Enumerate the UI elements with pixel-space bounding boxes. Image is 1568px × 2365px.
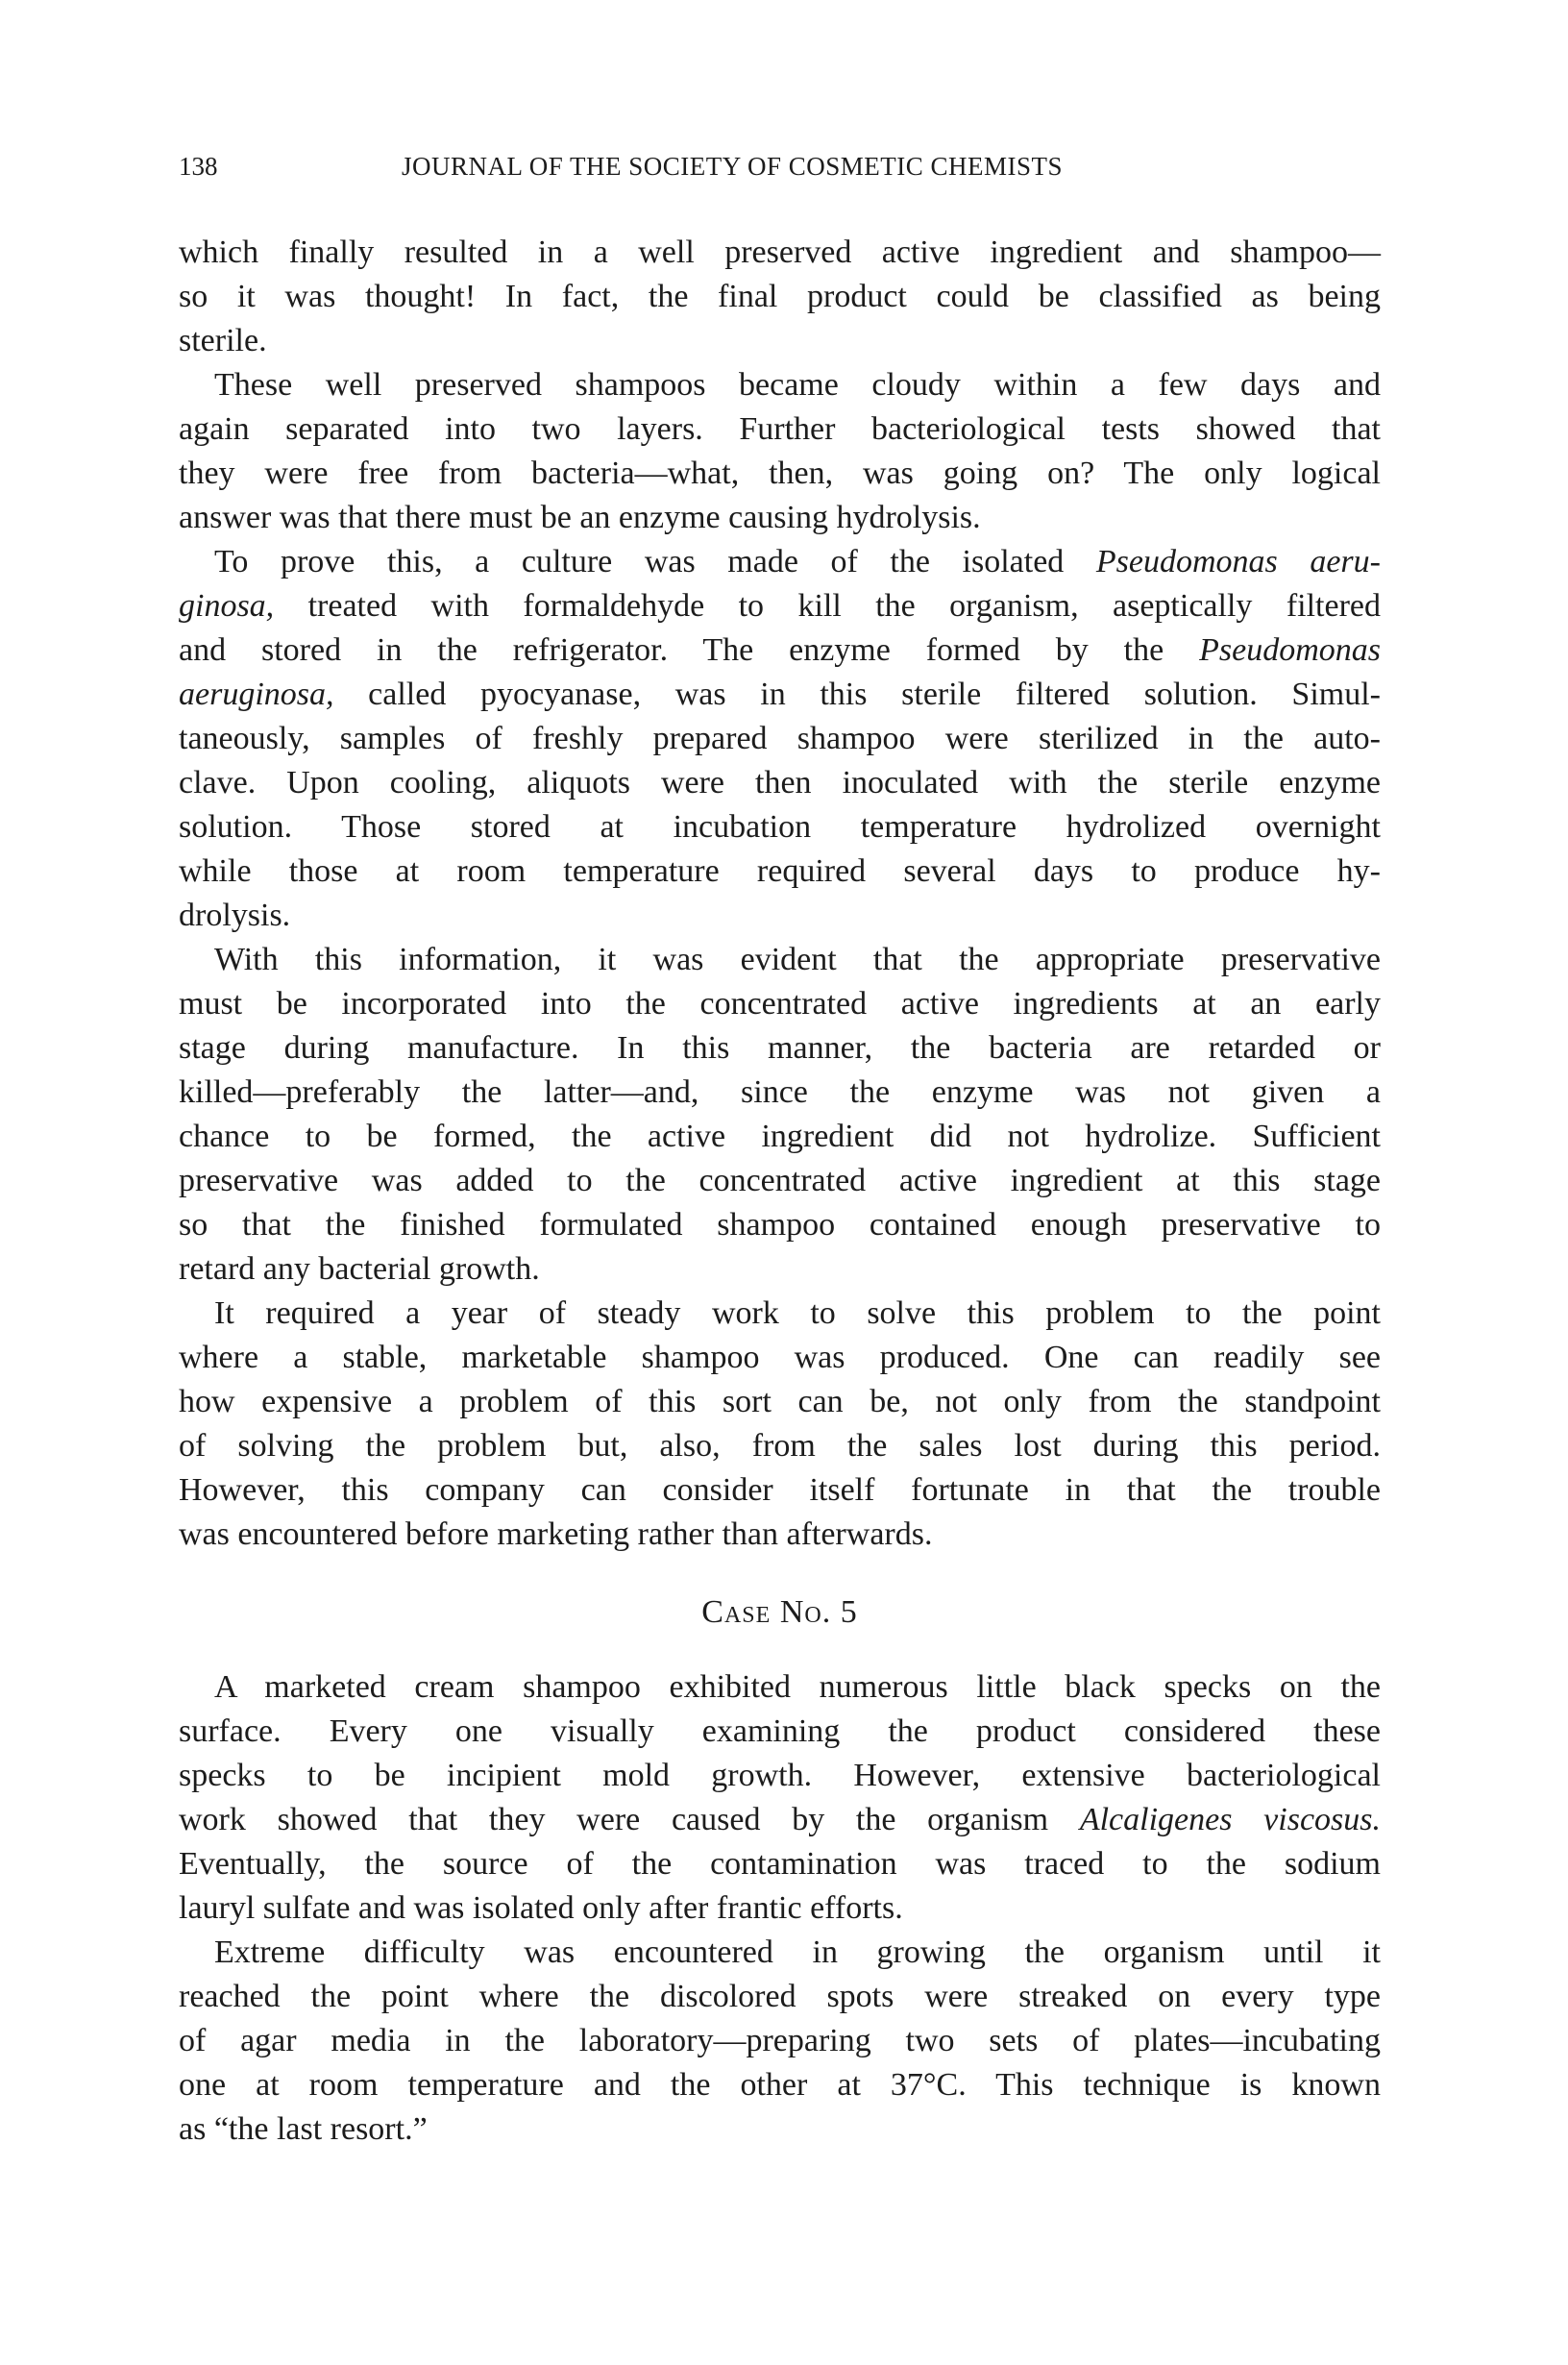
text-segment: which finally resulted in a well preserved active ingredient and shampoo— xyxy=(179,234,1381,270)
text-segment: called pyocyanase, was in this sterile filtered solution. Simul- xyxy=(333,677,1381,712)
text-segment: solution. Those stored at incubation temperature hydrolized overnight xyxy=(179,809,1381,845)
text-segment: one at room temperature and the other at 37°C. This technique is known xyxy=(179,2067,1381,2103)
text-line xyxy=(179,319,1381,363)
paragraph xyxy=(179,540,1381,938)
text-segment: while those at room temperature required several days to produce hy- xyxy=(179,853,1381,889)
paragraph xyxy=(179,231,1381,363)
text-line xyxy=(179,761,1381,805)
text-segment: It required a year of steady work to solve this problem to the point xyxy=(214,1295,1381,1331)
paragraph xyxy=(179,938,1381,1292)
text-line xyxy=(179,1513,1381,1557)
text-line xyxy=(179,1292,1381,1336)
running-header xyxy=(179,152,1381,190)
text-line xyxy=(179,1071,1381,1115)
text-segment: treated with formaldehyde to kill the organism, aseptically filtered xyxy=(274,588,1381,624)
text-segment: Eventually, the source of the contamination was traced to the sodium xyxy=(179,1846,1381,1882)
text-segment: of solving the problem but, also, from the sales lost during this period. xyxy=(179,1428,1381,1464)
text-segment: Extreme difficulty was encountered in growing the organism until it xyxy=(214,1934,1381,1970)
text-segment: A marketed cream shampoo exhibited numerous little black specks on the xyxy=(214,1669,1381,1705)
text-line xyxy=(179,717,1381,761)
text-line xyxy=(179,628,1381,673)
italic-text: Alcaligenes viscosus. xyxy=(1079,1802,1382,1837)
text-line xyxy=(179,1886,1381,1931)
text-line xyxy=(179,850,1381,894)
paragraph xyxy=(179,1931,1381,2152)
text-line xyxy=(179,1159,1381,1203)
text-line xyxy=(179,452,1381,496)
text-segment: However, this company can consider itself fortunate in that the trouble xyxy=(179,1472,1381,1508)
text-line xyxy=(179,894,1381,938)
text-segment: work showed that they were caused by the organism xyxy=(179,1802,1080,1837)
text-line xyxy=(179,1336,1381,1380)
text-line xyxy=(179,1710,1381,1754)
italic-text: Pseudomonas aeru- xyxy=(1095,544,1381,579)
text-segment: must be incorporated into the concentrated active ingredients at an early xyxy=(179,986,1381,1022)
text-segment: surface. Every one visually examining the product considered these xyxy=(179,1713,1381,1749)
text-line xyxy=(179,1468,1381,1513)
text-segment: stage during manufacture. In this manner, the bacteria are retarded or xyxy=(179,1030,1381,1066)
text-line xyxy=(179,805,1381,850)
text-segment: again separated into two layers. Further bacteriological tests showed that xyxy=(179,411,1381,447)
section-heading: Case No. 5 xyxy=(701,1594,858,1630)
text-line xyxy=(179,584,1381,628)
text-line xyxy=(179,1975,1381,2019)
text-segment: of agar media in the laboratory—preparing two sets of plates—incubating xyxy=(179,2023,1381,2058)
text-line xyxy=(179,673,1381,717)
text-line xyxy=(179,540,1381,584)
text-segment: they were free from bacteria—what, then, was going on? The only logical xyxy=(179,456,1381,491)
text-segment: preservative was added to the concentrated active ingredient at this stage xyxy=(179,1163,1381,1198)
text-line xyxy=(179,1931,1381,1975)
text-segment: To prove this, a culture was made of the isolated xyxy=(214,544,1096,579)
text-segment: taneously, samples of freshly prepared shampoo were sterilized in the auto- xyxy=(179,721,1381,756)
text-segment: These well preserved shampoos became cloudy within a few days and xyxy=(214,367,1381,403)
journal-title: JOURNAL OF THE SOCIETY OF COSMETIC CHEMISTS xyxy=(402,152,1064,181)
text-line xyxy=(179,275,1381,319)
paragraph xyxy=(179,363,1381,540)
text-line xyxy=(179,231,1381,275)
text-segment: so it was thought! In fact, the final product could be classified as being xyxy=(179,279,1381,314)
text-line xyxy=(179,1115,1381,1159)
text-segment: retard any bacterial growth. xyxy=(179,1251,540,1287)
text-segment: sterile. xyxy=(179,323,267,358)
text-line xyxy=(179,2107,1381,2152)
article-body xyxy=(179,231,1381,2152)
text-segment: killed—preferably the latter—and, since the enzyme was not given a xyxy=(179,1074,1381,1110)
text-segment: so that the finished formulated shampoo contained enough preservative to xyxy=(179,1207,1381,1243)
text-line xyxy=(179,1026,1381,1071)
text-line xyxy=(179,407,1381,452)
text-line xyxy=(179,363,1381,407)
text-segment: how expensive a problem of this sort can be, not only from the standpoint xyxy=(179,1384,1381,1419)
italic-text: Pseudomonas xyxy=(1199,632,1381,668)
text-line xyxy=(179,1203,1381,1247)
text-segment: With this information, it was evident that the appropriate preservative xyxy=(214,942,1381,977)
text-line xyxy=(179,1842,1381,1886)
text-line xyxy=(179,1424,1381,1468)
text-line xyxy=(179,496,1381,540)
text-line xyxy=(179,1247,1381,1292)
text-segment: answer was that there must be an enzyme causing hydrolysis. xyxy=(179,500,981,535)
text-segment: drolysis. xyxy=(179,898,291,933)
text-segment: as “the last resort.” xyxy=(179,2111,428,2147)
text-segment: and stored in the refrigerator. The enzyme formed by the xyxy=(179,632,1200,668)
text-segment: clave. Upon cooling, aliquots were then inoculated with the sterile enzyme xyxy=(179,765,1381,801)
paragraph xyxy=(179,1665,1381,1931)
text-line xyxy=(179,1798,1381,1842)
text-segment: specks to be incipient mold growth. However, extensive bacteriological xyxy=(179,1758,1381,1793)
text-segment: was encountered before marketing rather than afterwards. xyxy=(179,1516,933,1552)
italic-text: aeruginosa, xyxy=(179,677,334,712)
text-segment: lauryl sulfate and was isolated only after frantic efforts. xyxy=(179,1890,903,1926)
paragraph xyxy=(179,1292,1381,1557)
text-line xyxy=(179,2063,1381,2107)
text-segment: where a stable, marketable shampoo was produced. One can readily see xyxy=(179,1340,1381,1375)
text-line xyxy=(179,1754,1381,1798)
text-segment: chance to be formed, the active ingredient did not hydrolize. Sufficient xyxy=(179,1119,1381,1154)
text-line xyxy=(179,982,1381,1026)
text-line xyxy=(179,938,1381,982)
page-number: 138 xyxy=(179,152,218,181)
text-line xyxy=(179,2019,1381,2063)
text-line xyxy=(179,1665,1381,1710)
italic-text: ginosa, xyxy=(179,588,275,624)
text-line xyxy=(179,1380,1381,1424)
text-segment: reached the point where the discolored spots were streaked on every type xyxy=(179,1979,1381,2014)
